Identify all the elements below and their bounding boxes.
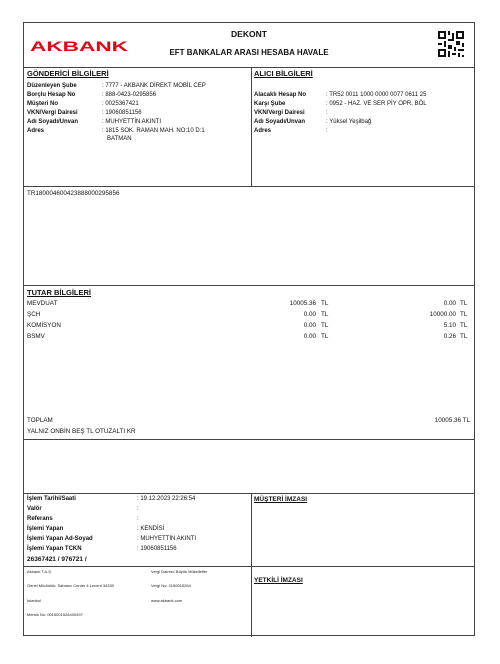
customer-signature-label: MÜŞTERİ İMZASI	[254, 496, 308, 503]
currency: TL	[321, 333, 329, 340]
receipt-document	[23, 22, 475, 636]
receiver-value: : 0952 - HAZ. VE SER PİY OPR. BÖL	[326, 101, 427, 107]
currency: TL	[460, 322, 468, 329]
transaction-label: İşlem Tarihi/Saati	[27, 496, 76, 502]
currency: TL	[460, 311, 468, 318]
amount-label: KOMİSYON	[27, 322, 61, 329]
document-subtitle: EFT BANKALAR ARASI HESABA HAVALE	[169, 48, 329, 57]
sender-label: VKN/Vergi Dairesi	[27, 110, 78, 116]
transaction-value: : KENDİSİ	[137, 526, 165, 532]
receiver-label: Adres	[254, 128, 272, 134]
sender-label: Adres	[27, 128, 45, 134]
divider	[24, 285, 474, 286]
amount-value: 0.26	[443, 333, 456, 340]
amount-value: 0.00	[303, 333, 316, 340]
sender-label: Adı Soyadı/Unvan	[27, 119, 79, 125]
sender-value: : 7777 - AKBANK DİREKT MOBİL CEP	[102, 83, 206, 89]
footer-city: İstanbul	[27, 598, 42, 603]
currency: TL	[460, 333, 468, 340]
sender-value: : 1815 SOK. RAMAN MAH. NO:10 D:1	[102, 128, 205, 134]
reference-text: TR1800046004238880002958​56	[27, 190, 120, 197]
sender-value: : 0025367421	[102, 101, 139, 107]
receiver-label: VKN/Vergi Dairesi	[254, 110, 305, 116]
divider	[24, 67, 474, 68]
receiver-label: Karşı Şube	[254, 101, 286, 107]
divider	[251, 67, 252, 186]
divider	[251, 493, 252, 637]
amounts-heading: TUTAR BİLGİLERİ	[27, 288, 92, 297]
sender-heading: GÖNDERİCİ BİLGİLERİ	[27, 69, 109, 78]
total-in-words: YALNIZ ONBİN BEŞ TL OTUZALTI KR	[27, 428, 136, 435]
amount-value: 10000.00	[429, 311, 456, 318]
footer-tax-no: Vergi No: 0150015264	[151, 583, 191, 588]
amount-value: 10005.36	[289, 300, 316, 307]
amount-label: ŞCH	[27, 311, 41, 318]
authorized-signature-label: YETKİLİ İMZASI	[254, 577, 303, 584]
sender-value: : 19060851156	[102, 110, 142, 116]
svg-text:AKBANK: AKBANK	[30, 39, 128, 53]
receiver-heading: ALICI BİLGİLERİ	[254, 69, 313, 78]
total-label: TOPLAM	[27, 417, 53, 424]
transaction-value: :	[137, 506, 139, 512]
transaction-value: : 19060851156	[137, 546, 177, 552]
footer-mersis: Mersis No: 0015001526400497	[27, 612, 83, 617]
sender-address-line2: BATMAN	[107, 136, 132, 142]
receiver-value: :	[326, 128, 328, 134]
transaction-value: : MUHYETTİN AKINTI	[137, 536, 197, 542]
amount-value: 0.00	[303, 311, 316, 318]
currency: TL	[321, 300, 329, 307]
footer-company: Akbank T.A.Ş.	[27, 569, 53, 574]
transaction-label: İşlemi Yapan Ad-Soyad	[27, 536, 93, 542]
amount-label: BSMV	[27, 333, 45, 340]
amount-value: 5.10	[443, 322, 456, 329]
sender-label: Borçlu Hesap No	[27, 92, 76, 98]
receiver-label: Alacaklı Hesap No	[254, 92, 307, 98]
currency: TL	[460, 300, 468, 307]
transaction-code: 26367421 / 976721 /	[27, 556, 87, 563]
document-title: DEKONT	[231, 29, 267, 39]
akbank-logo	[30, 39, 130, 53]
transaction-value: : 19.12.2023 22:26:54	[137, 496, 196, 502]
transaction-label: İşlemi Yapan	[27, 526, 64, 532]
total-value: 10005.36 TL	[434, 417, 470, 424]
sender-label: Düzenleyen Şube	[27, 83, 77, 89]
divider	[24, 186, 474, 187]
footer-web: www.akbank.com	[151, 598, 183, 603]
divider	[24, 566, 474, 567]
sender-value: : 888-0423-0295856	[102, 92, 157, 98]
amount-value: 0.00	[443, 300, 456, 307]
currency: TL	[321, 322, 329, 329]
footer-tax-office: Vergi Dairesi: Büyük Mükellefler	[151, 569, 208, 574]
divider	[24, 439, 474, 440]
receiver-label: Adı Soyadı/Unvan	[254, 119, 306, 125]
transaction-label: Valör	[27, 506, 42, 512]
divider	[24, 493, 474, 494]
footer-hq: Genel Müdürlük: Sabancı Center 4.Levent 34330	[27, 583, 114, 588]
amount-value: 0.00	[303, 322, 316, 329]
receiver-value: : TR52 0011 1000 0000 0077 0611 25	[326, 92, 427, 98]
qr-code-icon	[438, 31, 464, 57]
currency: TL	[321, 311, 329, 318]
sender-value: : MUHYETTİN AKINTI	[102, 119, 162, 125]
receiver-value: :	[326, 110, 328, 116]
amount-label: MEVDUAT	[27, 300, 58, 307]
receiver-value: : Yüksel Yeşilbağ	[326, 119, 372, 125]
transaction-label: İşlemi Yapan TCKN	[27, 546, 82, 552]
transaction-label: Referans	[27, 516, 53, 522]
sender-label: Müşteri No	[27, 101, 59, 107]
transaction-value: :	[137, 516, 139, 522]
